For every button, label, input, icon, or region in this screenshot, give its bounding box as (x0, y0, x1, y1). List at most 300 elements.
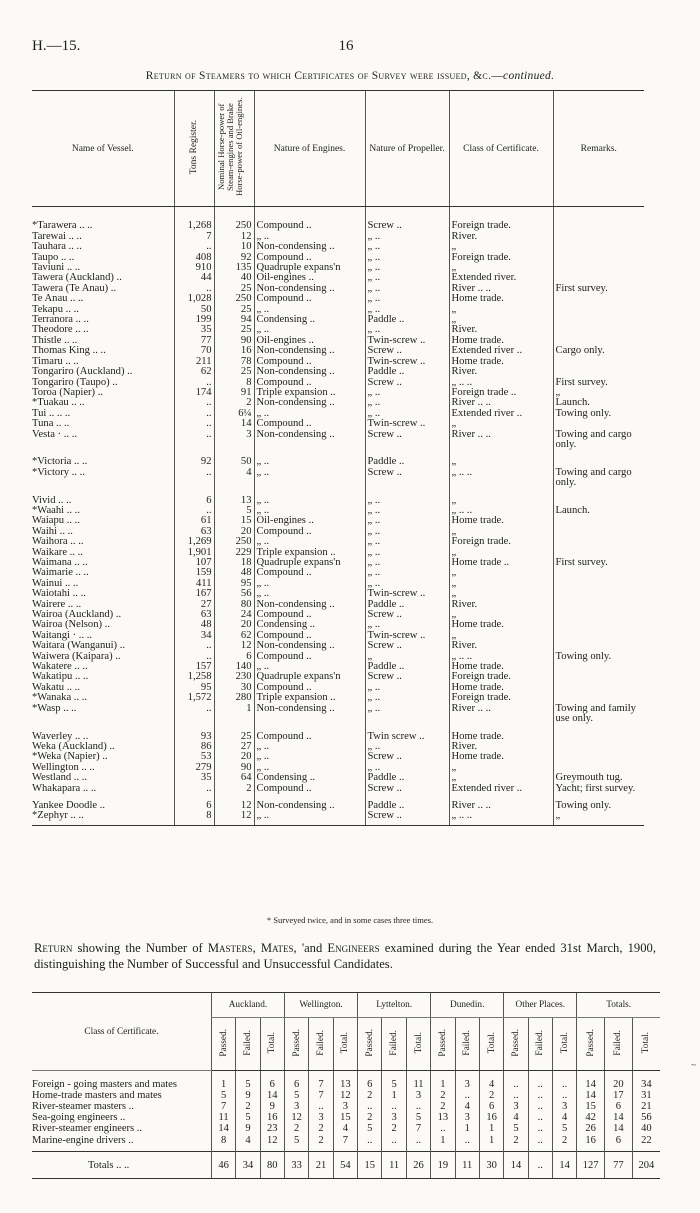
row-vessel-name: Waitangi · .. .. (32, 630, 93, 641)
row-certificate: Home trade. (449, 662, 553, 672)
row-horsepower: 8 (214, 378, 254, 388)
row-engines: Compound .. (254, 253, 365, 263)
row-engines: Compound .. (254, 357, 365, 367)
row-remarks (553, 672, 644, 682)
row-tons: 62 (174, 367, 214, 377)
row-horsepower: 12 (214, 232, 254, 242)
cell-value: 2 (504, 1135, 528, 1146)
cell-value: 5 (382, 1079, 406, 1090)
cell-value: 1 (382, 1090, 406, 1101)
row-horsepower: 27 (214, 742, 254, 752)
row-propeller: Screw .. (365, 378, 449, 388)
row-vessel-name: *Tuakau .. .. (32, 398, 85, 409)
row-tons: 1,028 (174, 294, 214, 304)
row-tons: 1,258 (174, 672, 214, 682)
row-engines: Compound .. (254, 683, 365, 693)
row-remarks: Towing and family use only. (553, 704, 644, 725)
row-engines: Compound .. (254, 610, 365, 620)
table-row (32, 600, 644, 610)
row-propeller: „ .. (365, 548, 449, 558)
row-vessel-name: Taviuni .. .. (32, 263, 81, 274)
row-remarks (553, 752, 644, 762)
row-horsepower: 12 (214, 801, 254, 811)
cell-value: 42 (577, 1112, 605, 1123)
subheader-failed: Failed. (455, 1018, 479, 1071)
row-propeller: „ .. (365, 496, 449, 506)
row-horsepower: 78 (214, 357, 254, 367)
row-class-label: River-steamer engineers .. (32, 1123, 142, 1135)
subheader-failed: Failed. (382, 1018, 406, 1071)
row-vessel-name: Tui .. .. .. (32, 408, 71, 419)
row-certificate: River .. .. (449, 284, 553, 294)
cell-value: 56 (632, 1112, 660, 1123)
exam-table-title: Return showing the Number of Masters, Mates, 'and Engineers examined during the Year ended 31st March, 1900, distinguishing the Number of Successful and Unsuccessful Candidates. (34, 941, 656, 971)
row-remarks: Towing only. (553, 409, 644, 419)
row-engines: Non-condensing .. (254, 641, 365, 651)
row-engines: „ .. (254, 232, 365, 242)
row-horsepower: 95 (214, 579, 254, 589)
row-propeller: „ .. (365, 579, 449, 589)
row-remarks: First survey. (553, 558, 644, 568)
table-row (32, 430, 644, 451)
row-class-label: Sea-going engineers .. (32, 1112, 126, 1124)
row-remarks (553, 336, 644, 346)
row-remarks (553, 579, 644, 589)
subheader-total: Total. (333, 1018, 357, 1071)
cell-value: 3 (504, 1101, 528, 1112)
table-row (32, 367, 644, 377)
row-remarks: Launch. (553, 506, 644, 516)
subheader-passed: Passed. (211, 1018, 235, 1071)
row-vessel-name: Tongariro (Taupo) .. (32, 377, 118, 388)
cell-value: 4 (504, 1112, 528, 1123)
subheader-total: Total. (406, 1018, 430, 1071)
cell-value: 5 (236, 1079, 260, 1090)
table-row (32, 548, 644, 558)
row-certificate: River. (449, 367, 553, 377)
row-remarks (553, 641, 644, 651)
row-horsepower: 48 (214, 568, 254, 578)
subheader-failed: Failed. (528, 1018, 552, 1071)
cell-value: 2 (309, 1123, 333, 1134)
row-certificate: „ (449, 496, 553, 506)
row-engines: Compound .. (254, 294, 365, 304)
row-certificate: „ (449, 548, 553, 558)
cell-value: .. (382, 1135, 406, 1146)
row-certificate: „ (449, 773, 553, 783)
row-vessel-name: Wainui .. .. (32, 578, 79, 589)
cell-value: 9 (236, 1123, 260, 1134)
cell-value: 3 (406, 1090, 430, 1101)
row-remarks: Towing and cargo only. (553, 468, 644, 489)
subheader-total: Total. (632, 1018, 660, 1071)
cell-value: .. (382, 1101, 406, 1112)
steamers-table (32, 90, 644, 826)
row-horsepower: 135 (214, 263, 254, 273)
col-certificate: Class of Certificate. (449, 91, 553, 207)
table-row (32, 378, 644, 388)
row-remarks (553, 662, 644, 672)
total-value: 80 (260, 1152, 284, 1179)
table-row (32, 468, 644, 489)
subheader-total: Total. (552, 1018, 576, 1071)
row-vessel-name: Waimana .. .. (32, 558, 88, 568)
row-engines: „ .. (254, 305, 365, 315)
cell-value: 9 (260, 1101, 284, 1112)
row-vessel-name: Terranora .. .. (32, 315, 89, 326)
row-horsepower: 92 (214, 253, 254, 263)
cell-value: 6 (605, 1135, 633, 1146)
row-remarks: Launch. (553, 398, 644, 408)
row-certificate: „ (449, 568, 553, 578)
cell-value: 16 (577, 1135, 605, 1146)
cell-value: 26 (577, 1123, 605, 1134)
row-propeller: Paddle .. (365, 801, 449, 811)
table-row (32, 672, 644, 682)
row-certificate: Home trade. (449, 357, 553, 367)
row-tons: 159 (174, 568, 214, 578)
row-propeller: „ .. (365, 273, 449, 283)
table-row (32, 409, 644, 419)
cell-value: .. (309, 1101, 333, 1112)
row-tons: 1,901 (174, 548, 214, 558)
cell-value: 1 (211, 1079, 235, 1090)
table-row (32, 732, 644, 742)
total-value: 33 (284, 1152, 308, 1179)
subheader-failed: Failed. (236, 1018, 260, 1071)
row-propeller: „ .. (365, 742, 449, 752)
row-propeller: Twin-screw .. (365, 631, 449, 641)
cell-value: 6 (260, 1079, 284, 1090)
row-engines: „ .. (254, 496, 365, 506)
row-engines: „ .. (254, 457, 365, 467)
total-value: 11 (455, 1152, 479, 1179)
row-engines: Non-condensing .. (254, 600, 365, 610)
table-row (32, 496, 644, 506)
row-engines: Condensing .. (254, 773, 365, 783)
table-row (32, 579, 644, 589)
row-vessel-name: Westland .. .. (32, 773, 88, 784)
row-horsepower: 2 (214, 784, 254, 794)
subheader-passed: Passed. (431, 1018, 455, 1071)
row-engines: „ .. (254, 506, 365, 516)
row-certificate: „ (449, 631, 553, 641)
row-remarks: „ (553, 811, 644, 825)
row-tons: 27 (174, 600, 214, 610)
row-horsepower: 40 (214, 273, 254, 283)
cell-value: 14 (605, 1112, 633, 1123)
cell-value: 6 (479, 1101, 503, 1112)
row-horsepower: 230 (214, 672, 254, 682)
row-tons: 70 (174, 346, 214, 356)
row-propeller: Twin-screw .. (365, 357, 449, 367)
cell-value: .. (528, 1079, 552, 1090)
row-vessel-name: *Weka (Napier) .. (32, 752, 108, 763)
total-value: 21 (309, 1152, 333, 1179)
margin-mark: ~ (691, 1060, 696, 1070)
row-certificate: „ (449, 242, 553, 252)
table-row (32, 232, 644, 242)
col-tons: Tons Register. (174, 91, 214, 207)
row-certificate: Home trade .. (449, 558, 553, 568)
cell-value: 12 (333, 1090, 357, 1101)
row-tons: 6 (174, 801, 214, 811)
row-vessel-name: Wairoa (Auckland) .. (32, 610, 122, 621)
row-engines: „ .. (254, 742, 365, 752)
table-row (32, 1090, 660, 1101)
row-certificate: River .. .. (449, 398, 553, 408)
row-remarks (553, 457, 644, 467)
row-remarks (553, 589, 644, 599)
cell-value: 3 (333, 1101, 357, 1112)
cell-value: 7 (333, 1135, 357, 1146)
row-horsepower: 24 (214, 610, 254, 620)
cell-value: 7 (309, 1090, 333, 1101)
col-horsepower: Nominal Horse-power of Steam-engines and Brake Horse-power of Oil-engines. (214, 91, 254, 207)
row-propeller: Screw .. (365, 221, 449, 231)
row-remarks (553, 568, 644, 578)
cell-value: .. (358, 1101, 382, 1112)
row-remarks (553, 732, 644, 742)
cell-value: 2 (309, 1135, 333, 1146)
row-horsepower: 280 (214, 693, 254, 703)
totals-row (32, 1152, 660, 1179)
row-vessel-name: *Wasp .. .. (32, 703, 77, 714)
row-remarks (553, 683, 644, 693)
row-vessel-name: Wakatipu .. .. (32, 672, 89, 683)
row-engines: Non-condensing .. (254, 367, 365, 377)
row-tons: 211 (174, 357, 214, 367)
row-tons: .. (174, 506, 214, 516)
row-engines: Compound .. (254, 378, 365, 388)
total-value: 127 (577, 1152, 605, 1179)
row-class-label: Foreign - going masters and mates (32, 1078, 177, 1090)
subheader-passed: Passed. (504, 1018, 528, 1071)
row-horsepower: 62 (214, 631, 254, 641)
cell-value: 16 (479, 1112, 503, 1123)
cell-value: 2 (236, 1101, 260, 1112)
row-certificate: River. (449, 641, 553, 651)
table-row (32, 305, 644, 315)
row-vessel-name: Thistle .. .. (32, 335, 78, 346)
row-horsepower: 140 (214, 662, 254, 672)
col-remarks: Remarks. (553, 91, 644, 207)
row-certificate: „ (449, 589, 553, 599)
row-remarks (553, 294, 644, 304)
cell-value: 11 (406, 1079, 430, 1090)
cell-value: 5 (284, 1135, 308, 1146)
row-engines: Triple expansion .. (254, 548, 365, 558)
row-horsepower: 25 (214, 325, 254, 335)
footnote: * Surveyed twice, and in some cases three times. (266, 915, 434, 925)
table-row (32, 742, 644, 752)
cell-value: 15 (333, 1112, 357, 1123)
cell-value: .. (528, 1101, 552, 1112)
row-vessel-name: Wakatu .. .. (32, 682, 80, 693)
row-certificate: Home trade. (449, 516, 553, 526)
total-value: 11 (382, 1152, 406, 1179)
row-propeller: „ .. (365, 537, 449, 547)
row-engines: Non-condensing .. (254, 704, 365, 725)
table-row (32, 631, 644, 641)
cell-value: 16 (260, 1112, 284, 1123)
row-propeller: „ .. (365, 232, 449, 242)
row-vessel-name: Tawera (Auckland) .. (32, 273, 122, 284)
table-row (32, 784, 644, 794)
row-propeller: Screw .. (365, 752, 449, 762)
row-certificate: „ (449, 610, 553, 620)
row-remarks (553, 357, 644, 367)
row-remarks: Cargo only. (553, 346, 644, 356)
table-row (32, 506, 644, 516)
table-row (32, 273, 644, 283)
row-vessel-name: Taupo .. .. (32, 252, 75, 263)
row-propeller: „ .. (365, 242, 449, 252)
cell-value: 6 (605, 1101, 633, 1112)
cell-value: 2 (479, 1090, 503, 1101)
row-tons: 61 (174, 516, 214, 526)
row-propeller: „ .. (365, 558, 449, 568)
row-tons: 411 (174, 579, 214, 589)
row-horsepower: 250 (214, 294, 254, 304)
row-certificate: Home trade. (449, 620, 553, 630)
subheader-total: Total. (260, 1018, 284, 1071)
cell-value: 4 (333, 1123, 357, 1134)
row-engines: Non-condensing .. (254, 284, 365, 294)
table-row (32, 610, 644, 620)
cell-value: .. (528, 1123, 552, 1134)
row-certificate: „ (449, 763, 553, 773)
row-vessel-name: Waitara (Wanganui) .. (32, 641, 126, 652)
row-vessel-name: Yankee Doodle .. (32, 800, 106, 811)
row-propeller: Twin screw .. (365, 732, 449, 742)
subheader-passed: Passed. (284, 1018, 308, 1071)
row-tons: 50 (174, 305, 214, 315)
row-tons: 6 (174, 496, 214, 506)
row-propeller: Paddle .. (365, 367, 449, 377)
cell-value: 5 (284, 1090, 308, 1101)
document-code: H.—15. (32, 38, 81, 54)
row-vessel-name: Waiotahi .. .. (32, 589, 86, 600)
row-remarks (553, 610, 644, 620)
row-certificate: River .. .. (449, 704, 553, 725)
table-row (32, 568, 644, 578)
table-row (32, 652, 644, 662)
total-value: 30 (479, 1152, 503, 1179)
row-vessel-name: Timaru .. .. (32, 356, 79, 367)
table-row (32, 253, 644, 263)
row-engines: „ .. (254, 409, 365, 419)
cell-value: 3 (382, 1112, 406, 1123)
row-tons: 7 (174, 232, 214, 242)
cell-value: 5 (236, 1112, 260, 1123)
row-horsepower: 6 (214, 652, 254, 662)
table-row (32, 1101, 660, 1112)
row-certificate: River. (449, 600, 553, 610)
total-value: 19 (431, 1152, 455, 1179)
row-tons: .. (174, 242, 214, 252)
cell-value: 22 (632, 1135, 660, 1146)
row-certificate: Extended river .. (449, 409, 553, 419)
row-engines: „ .. (254, 589, 365, 599)
table-row (32, 693, 644, 703)
row-vessel-name: Weka (Auckland) .. (32, 741, 115, 752)
row-engines: „ .. (254, 325, 365, 335)
row-vessel-name: Toroa (Napier) .. (32, 387, 104, 398)
row-propeller: Twin-screw .. (365, 336, 449, 346)
cell-value: 2 (431, 1101, 455, 1112)
row-tons: 93 (174, 732, 214, 742)
row-certificate: River .. .. (449, 801, 553, 811)
row-remarks: Towing and cargo only. (553, 430, 644, 451)
exam-table (32, 992, 660, 1179)
row-certificate: River. (449, 232, 553, 242)
cell-value: 13 (333, 1079, 357, 1090)
row-engines: Triple expansion .. (254, 388, 365, 398)
row-vessel-name: Waimarie .. .. (32, 568, 89, 579)
row-engines: Non-condensing .. (254, 430, 365, 451)
row-tons: 48 (174, 620, 214, 630)
row-certificate: „ .. .. (449, 652, 553, 662)
row-vessel-name: Wakatere .. .. (32, 662, 88, 673)
cell-value: .. (504, 1090, 528, 1101)
row-propeller: „ .. (365, 409, 449, 419)
row-horsepower: 4 (214, 468, 254, 489)
cell-value: 7 (211, 1101, 235, 1112)
row-tons: 53 (174, 752, 214, 762)
row-tons: 95 (174, 683, 214, 693)
row-engines: Triple expansion .. (254, 693, 365, 703)
row-certificate: River. (449, 325, 553, 335)
cell-value: 14 (605, 1123, 633, 1134)
row-propeller: „ .. (365, 516, 449, 526)
row-remarks: „ (553, 388, 644, 398)
row-vessel-name: Te Anau .. .. (32, 294, 84, 305)
col-name: Name of Vessel. (32, 91, 174, 207)
cell-value: 1 (479, 1123, 503, 1134)
row-vessel-name: Vivid .. .. (32, 495, 72, 506)
row-propeller: „ .. (365, 294, 449, 304)
table-row (32, 221, 644, 231)
row-certificate: „ (449, 305, 553, 315)
row-horsepower: 14 (214, 419, 254, 429)
total-value: 15 (358, 1152, 382, 1179)
table-row (32, 704, 644, 725)
row-tons: 44 (174, 273, 214, 283)
cell-value: 12 (284, 1112, 308, 1123)
row-remarks (553, 263, 644, 273)
row-engines: Quadruple expans'n (254, 672, 365, 682)
row-propeller: „ .. (365, 388, 449, 398)
row-engines: Compound .. (254, 732, 365, 742)
row-engines: Oil-engines .. (254, 516, 365, 526)
row-propeller: Paddle .. (365, 457, 449, 467)
cell-value: 1 (455, 1123, 479, 1134)
row-remarks (553, 305, 644, 315)
row-propeller: „ .. (365, 284, 449, 294)
row-propeller: „ .. (365, 263, 449, 273)
row-engines: „ .. (254, 662, 365, 672)
group-auckland: Auckland. (211, 993, 284, 1018)
cell-value: .. (552, 1079, 576, 1090)
cell-value: 1 (479, 1135, 503, 1146)
row-horsepower: 90 (214, 763, 254, 773)
row-propeller: Screw .. (365, 610, 449, 620)
cell-value: 5 (552, 1123, 576, 1134)
cell-value: 2 (552, 1135, 576, 1146)
row-certificate: River. (449, 742, 553, 752)
row-certificate: „ (449, 315, 553, 325)
